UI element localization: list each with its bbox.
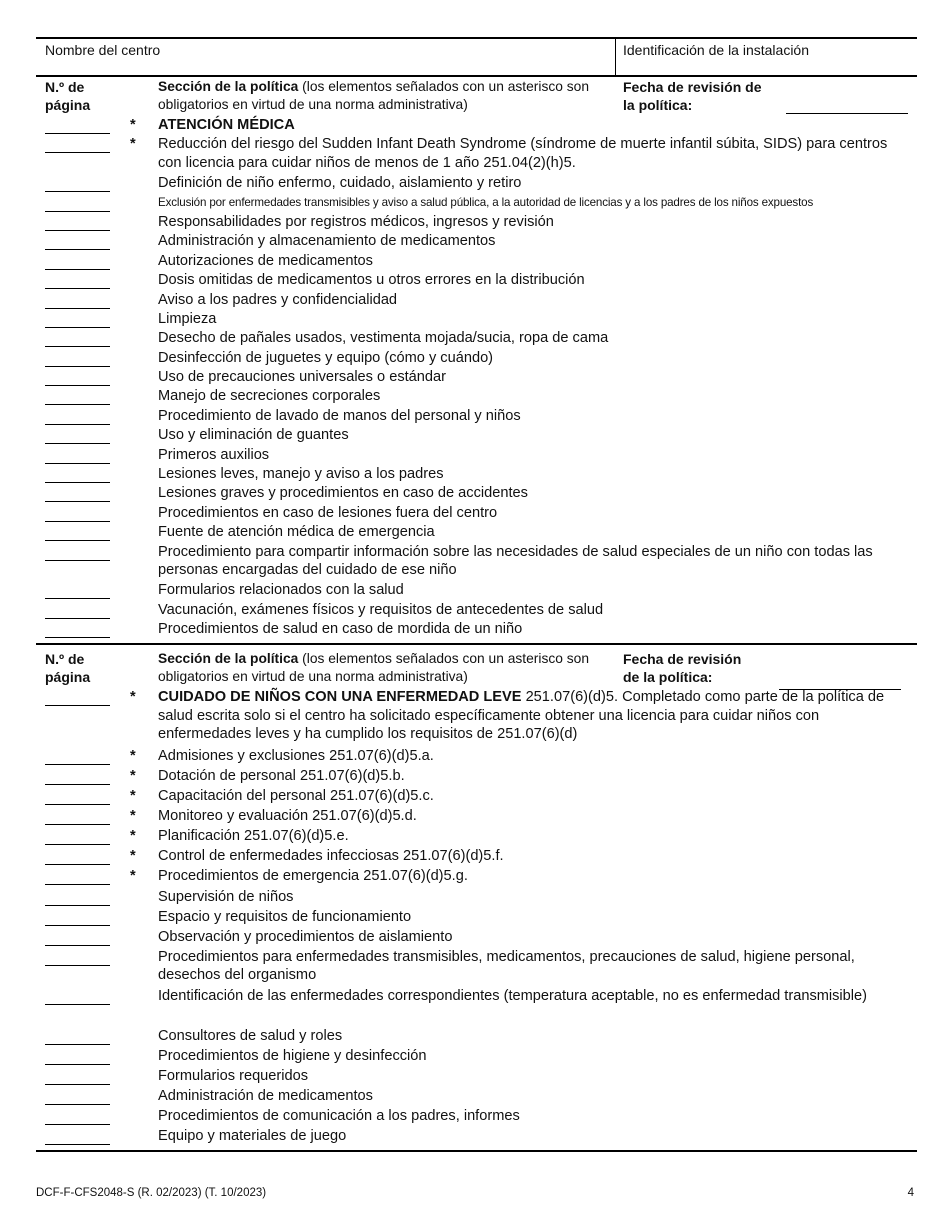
policy-item-label: Formularios relacionados con la salud bbox=[158, 582, 404, 599]
page-number-input-line[interactable] bbox=[45, 191, 110, 192]
page-number-input-line[interactable] bbox=[45, 560, 110, 561]
policy-row bbox=[36, 888, 917, 908]
page-number-input-line[interactable] bbox=[45, 965, 110, 966]
policy-row bbox=[36, 446, 917, 465]
policy-row bbox=[36, 787, 917, 807]
required-asterisk: * bbox=[130, 767, 136, 784]
policy-item-label: Aviso a los padres y confidencialidad bbox=[158, 291, 398, 308]
policy-item-label: Consultores de salud y roles bbox=[158, 1027, 343, 1044]
page-number-heading: N.º de página bbox=[45, 79, 91, 113]
facility-header bbox=[36, 37, 917, 77]
policy-item-label: Uso y eliminación de guantes bbox=[158, 427, 349, 444]
page-number-input-line[interactable] bbox=[45, 884, 110, 885]
page-number-input-line[interactable] bbox=[45, 905, 110, 906]
required-asterisk: * bbox=[130, 788, 136, 805]
page-number-input-line[interactable] bbox=[45, 308, 110, 309]
policy-item-label: Procedimientos de salud en caso de mordida de un niño bbox=[158, 621, 523, 638]
policy-row bbox=[36, 1067, 917, 1087]
policy-item-label: Procedimientos de higiene y desinfección bbox=[158, 1047, 427, 1064]
page-number-input-line[interactable] bbox=[45, 1144, 110, 1145]
center-name-field[interactable] bbox=[36, 39, 616, 75]
policy-row bbox=[36, 407, 917, 426]
policy-row bbox=[36, 194, 917, 213]
policy-row bbox=[36, 504, 917, 523]
page-number-heading: N.º de página bbox=[45, 651, 91, 685]
policy-item-label: Definición de niño enfermo, cuidado, aislamiento y retiro bbox=[158, 175, 522, 192]
policy-row bbox=[36, 116, 917, 135]
page-number-input-line[interactable] bbox=[45, 424, 110, 425]
page-number-input-line[interactable] bbox=[45, 443, 110, 444]
policy-item-label: Planificación 251.07(6)(d)5.e. bbox=[158, 828, 349, 845]
policy-row bbox=[36, 291, 917, 310]
facility-id-field[interactable] bbox=[616, 39, 917, 75]
policy-row bbox=[36, 928, 917, 948]
page-number-input-line[interactable] bbox=[45, 1004, 110, 1005]
page-number-input-line[interactable] bbox=[45, 482, 110, 483]
page-number: 4 bbox=[907, 1187, 914, 1199]
page-number-input-line[interactable] bbox=[45, 133, 110, 134]
policy-row bbox=[36, 368, 917, 387]
required-asterisk: * bbox=[130, 868, 136, 885]
page-number-input-line[interactable] bbox=[45, 288, 110, 289]
policy-item-label: Desecho de pañales usados, vestimenta mojada/sucia, ropa de cama bbox=[158, 330, 609, 347]
policy-row bbox=[36, 688, 917, 747]
page-number-input-line[interactable] bbox=[45, 152, 110, 153]
required-asterisk: * bbox=[130, 136, 136, 153]
page-number-input-line[interactable] bbox=[45, 211, 110, 212]
page-number-input-line[interactable] bbox=[45, 269, 110, 270]
policy-item-label: Administración y almacenamiento de medicamentos bbox=[158, 233, 496, 250]
policy-item-label: Espacio y requisitos de funcionamiento bbox=[158, 908, 412, 925]
page-number-input-line[interactable] bbox=[45, 540, 110, 541]
policy-item-label: Formularios requeridos bbox=[158, 1068, 309, 1085]
policy-item-label: Manejo de secreciones corporales bbox=[158, 388, 381, 405]
policy-row bbox=[36, 426, 917, 445]
policy-row bbox=[36, 827, 917, 847]
policy-item-label: Identificación de las enfermedades correspondientes (temperatura aceptable, no es enfermedad transmisible) bbox=[158, 988, 868, 1005]
policy-item-label: Primeros auxilios bbox=[158, 446, 270, 463]
page-number-input-line[interactable] bbox=[45, 366, 110, 367]
policy-row bbox=[36, 329, 917, 348]
policy-item-label: Reducción del riesgo del Sudden Infant Death Syndrome (síndrome de muerte infantil súbita, SIDS) para centros con licencia para cuidar niños de menos de 1 año 251.04(2)(h)5. bbox=[158, 136, 888, 171]
page-number-input-line[interactable] bbox=[45, 844, 110, 845]
policy-item-label: Procedimientos para enfermedades transmisibles, medicamentos, precauciones de salud, higiene personal, desechos del organismo bbox=[158, 948, 855, 984]
page-number-input-line[interactable] bbox=[45, 1104, 110, 1105]
policy-item-label: Autorizaciones de medicamentos bbox=[158, 252, 373, 269]
required-asterisk: * bbox=[130, 689, 136, 705]
review-date-heading: Fecha de revisión de la política: bbox=[623, 651, 742, 685]
policy-item-label: Desinfección de juguetes y equipo (cómo y cuándo) bbox=[158, 349, 494, 366]
policy-row bbox=[36, 387, 917, 406]
policy-row bbox=[36, 484, 917, 503]
policy-item-label: Uso de precauciones universales o estándar bbox=[158, 369, 446, 386]
policy-list bbox=[36, 116, 917, 640]
policy-row bbox=[36, 252, 917, 271]
page-number-input-line[interactable] bbox=[45, 1084, 110, 1085]
policy-row bbox=[36, 601, 917, 620]
policy-item-label: Procedimientos en caso de lesiones fuera del centro bbox=[158, 504, 498, 521]
health-care-section bbox=[36, 78, 917, 640]
page-number-input-line[interactable] bbox=[45, 864, 110, 865]
page-number-input-line[interactable] bbox=[45, 1044, 110, 1045]
policy-row bbox=[36, 1127, 917, 1147]
facility-id-label: Identificación de la instalación bbox=[623, 42, 810, 58]
policy-item-label: Dosis omitidas de medicamentos u otros errores en la distribución bbox=[158, 272, 585, 289]
page-number-input-line[interactable] bbox=[45, 521, 110, 522]
policy-row bbox=[36, 465, 917, 484]
policy-item-label: Observación y procedimientos de aislamiento bbox=[158, 928, 453, 945]
page-number-input-line[interactable] bbox=[45, 501, 110, 502]
policy-row bbox=[36, 847, 917, 867]
policy-item-label: Admisiones y exclusiones 251.07(6)(d)5.a. bbox=[158, 747, 434, 764]
page-number-input-line[interactable] bbox=[45, 784, 110, 785]
policy-item-label: Procedimientos de comunicación a los padres, informes bbox=[158, 1108, 520, 1125]
policy-row bbox=[36, 232, 917, 251]
policy-row bbox=[36, 867, 917, 887]
page-number-input-line[interactable] bbox=[45, 249, 110, 250]
page-number-input-line[interactable] bbox=[45, 385, 110, 386]
policy-section-heading: Sección de la política (los elementos señalados con un asterisco son obligatorios en virtud de una norma administrativa) bbox=[158, 79, 589, 112]
policy-item-label: Monitoreo y evaluación 251.07(6)(d)5.d. bbox=[158, 808, 417, 825]
form-id: DCF-F-CFS2048-S (R. 02/2023) (T. 10/2023) bbox=[36, 1187, 267, 1199]
policy-item-label: Administración de medicamentos bbox=[158, 1088, 373, 1105]
policy-item-label: Fuente de atención médica de emergencia bbox=[158, 524, 435, 541]
required-asterisk: * bbox=[130, 117, 136, 133]
policy-item-label: Procedimiento de lavado de manos del personal y niños bbox=[158, 407, 521, 424]
page-number-input-line[interactable] bbox=[45, 824, 110, 825]
policy-item-label: Lesiones graves y procedimientos en caso de accidentes bbox=[158, 485, 528, 502]
page-number-input-line[interactable] bbox=[45, 327, 110, 328]
policy-row bbox=[36, 271, 917, 290]
policy-item-label: Lesiones leves, manejo y aviso a los padres bbox=[158, 466, 444, 483]
policy-item-label: Responsabilidades por registros médicos, ingresos y revisión bbox=[158, 213, 554, 230]
page-number-input-line[interactable] bbox=[45, 637, 110, 638]
policy-row bbox=[36, 523, 917, 542]
policy-row bbox=[36, 807, 917, 827]
page-number-input-line[interactable] bbox=[45, 764, 110, 765]
policy-item-label: Dotación de personal 251.07(6)(d)5.b. bbox=[158, 767, 405, 784]
policy-section-heading: Sección de la política (los elementos señalados con un asterisco son obligatorios en virtud de una norma administrativa) bbox=[158, 651, 589, 684]
policy-row bbox=[36, 620, 917, 639]
required-asterisk: * bbox=[130, 808, 136, 825]
policy-item-label: Equipo y materiales de juego bbox=[158, 1128, 347, 1145]
section-header bbox=[36, 650, 917, 688]
page-number-input-line[interactable] bbox=[45, 463, 110, 464]
mild-illness-section bbox=[36, 643, 917, 1147]
required-asterisk: * bbox=[130, 828, 136, 845]
page-number-input-line[interactable] bbox=[45, 230, 110, 231]
policy-item-label: ATENCIÓN MÉDICA bbox=[158, 117, 295, 133]
policy-item-label: Procedimiento para compartir información sobre las necesidades de salud especiales de un niño con todas las personas encargadas del cuidado de ese niño bbox=[158, 543, 873, 579]
required-asterisk: * bbox=[130, 848, 136, 865]
policy-row bbox=[36, 581, 917, 600]
page-number-input-line[interactable] bbox=[45, 598, 110, 599]
policy-item-label: Limpieza bbox=[158, 310, 217, 327]
policy-row bbox=[36, 747, 917, 767]
page-number-input-line[interactable] bbox=[45, 925, 110, 926]
page-number-input-line[interactable] bbox=[45, 618, 110, 619]
policy-row bbox=[36, 987, 917, 1027]
policy-item-label: Control de enfermedades infecciosas 251.07(6)(d)5.f. bbox=[158, 848, 504, 865]
page-number-input-line[interactable] bbox=[45, 1124, 110, 1125]
page-number-input-line[interactable] bbox=[45, 1064, 110, 1065]
required-asterisk: * bbox=[130, 747, 136, 764]
policy-row bbox=[36, 135, 917, 174]
policy-item-label: Exclusión por enfermedades transmisibles y aviso a salud pública, a la autoridad de licencias y a los padres de los niños expuestos bbox=[158, 195, 814, 209]
review-date-input-line[interactable] bbox=[786, 113, 908, 114]
policy-row bbox=[36, 948, 917, 988]
policy-row bbox=[36, 213, 917, 232]
policy-list bbox=[36, 688, 917, 1147]
section-header bbox=[36, 78, 917, 116]
policy-item-label: CUIDADO DE NIÑOS CON UNA ENFERMEDAD LEVE 251.07(6)(d)5. Completado como parte de la política de salud escrita solo si el centro ha solicitado específicamente obtener una licencia para cuidar niños con enfermedades leves y ha cumplido los requisitos de 251.07(6)(d) bbox=[158, 689, 885, 742]
page-number-input-line[interactable] bbox=[45, 705, 110, 706]
section-bottom-rule bbox=[36, 1150, 917, 1152]
page-number-input-line[interactable] bbox=[45, 346, 110, 347]
policy-row bbox=[36, 908, 917, 928]
center-name-label: Nombre del centro bbox=[45, 42, 161, 58]
policy-row bbox=[36, 543, 917, 582]
policy-row bbox=[36, 767, 917, 787]
policy-item-label: Vacunación, exámenes físicos y requisitos de antecedentes de salud bbox=[158, 601, 604, 618]
policy-row bbox=[36, 1107, 917, 1127]
page-number-input-line[interactable] bbox=[45, 945, 110, 946]
review-date-heading: Fecha de revisión de la política: bbox=[623, 79, 762, 113]
policy-row bbox=[36, 1087, 917, 1107]
policy-row bbox=[36, 174, 917, 193]
policy-row bbox=[36, 349, 917, 368]
policy-row bbox=[36, 310, 917, 329]
policy-item-label: Supervisión de niños bbox=[158, 888, 294, 905]
policy-row bbox=[36, 1047, 917, 1067]
policy-item-label: Capacitación del personal 251.07(6)(d)5.c. bbox=[158, 788, 434, 805]
page-number-input-line[interactable] bbox=[45, 804, 110, 805]
policy-item-label: Procedimientos de emergencia 251.07(6)(d)5.g. bbox=[158, 868, 468, 885]
policy-row bbox=[36, 1027, 917, 1047]
page-number-input-line[interactable] bbox=[45, 404, 110, 405]
